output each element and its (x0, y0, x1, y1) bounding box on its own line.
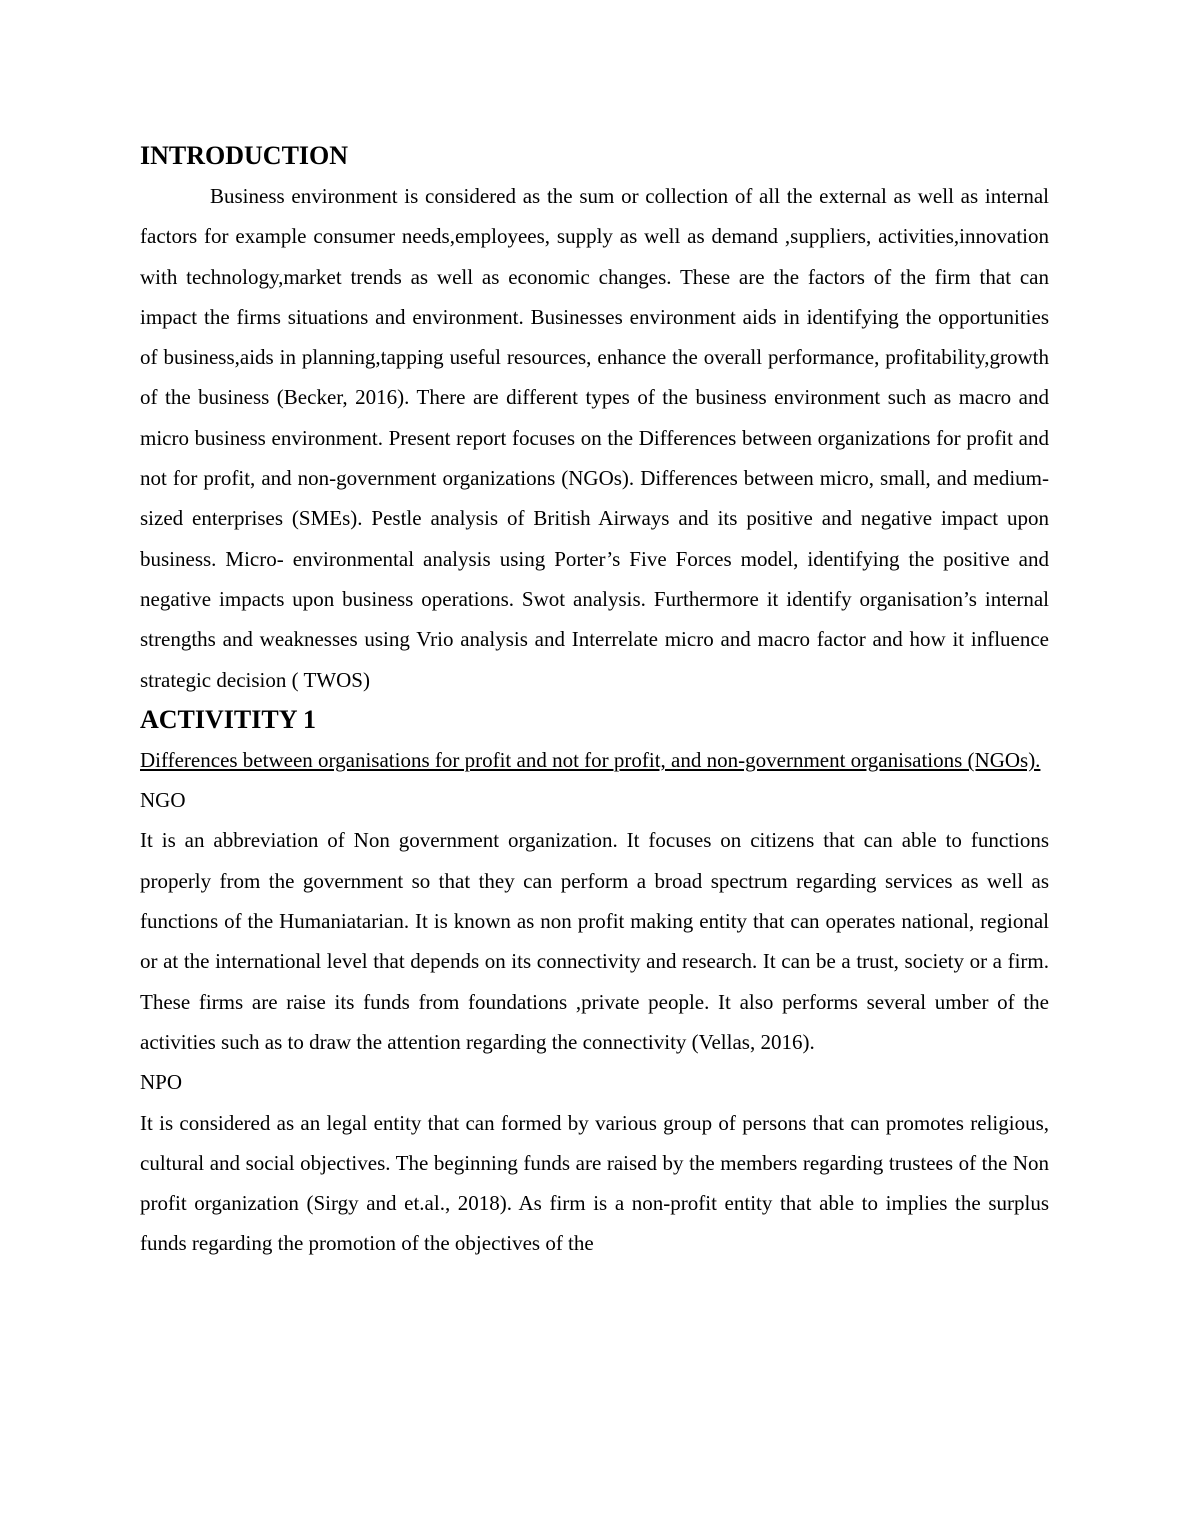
npo-label: NPO (140, 1070, 183, 1095)
ngo-label: NGO (140, 788, 186, 813)
introduction-paragraph: Business environment is considered as the sum or collection of all the external as well as internal factors for example consumer needs,employees, supply as well as demand ,suppliers, activities,innovation with technology,market trends as well as economic changes. These are the factors of the firm that can impact the firms situations and environment. Businesses environment aids in identifying the opportunities of business,aids in planning,tapping useful resources, enhance the overall performance, profitability,growth of the business (Becker, 2016). There are different types of the business environment such as macro and micro business environment. Present report focuses on the Differences between organizations for profit and not for profit, and non-government organizations (NGOs). Differences between micro, small, and medium-sized enterprises (SMEs). Pestle analysis of British Airways and its positive and negative impact upon business. Micro- environmental analysis using Porter’s Five Forces model, identifying the positive and negative impacts upon business operations. Swot analysis. Furthermore it identify organisation’s internal strengths and weaknesses using Vrio analysis and Interrelate micro and macro factor and how it influence strategic decision ( TWOS) (140, 184, 1049, 692)
introduction-heading: INTRODUCTION (140, 141, 349, 170)
document-page (140, 136, 1049, 1264)
npo-paragraph: It is considered as an legal entity that can formed by various group of persons that can promotes religious, cultural and social objectives. The beginning funds are raised by the members regarding trustees of the Non profit organization (Sirgy and et.al., 2018). As firm is a non-profit entity that able to implies the surplus funds regarding the promotion of the objectives of the (140, 1110, 1049, 1256)
activity1-heading: ACTIVITITY 1 (140, 704, 317, 734)
activity1-subheading: Differences between organisations for profit and not for profit, and non-government organisations (NGOs). (140, 747, 1041, 772)
ngo-paragraph: It is an abbreviation of Non government organization. It focuses on citizens that can able to functions properly from the government so that they can perform a broad spectrum regarding services as well as functions of the Humaniatarian. It is known as non profit making entity that can operates national, regional or at the international level that depends on its connectivity and research. It can be a trust, society or a firm. These firms are raise its funds from foundations ,private people. It also performs several umber of the activities such as to draw the attention regarding the connectivity (Vellas, 2016). (140, 828, 1049, 1054)
